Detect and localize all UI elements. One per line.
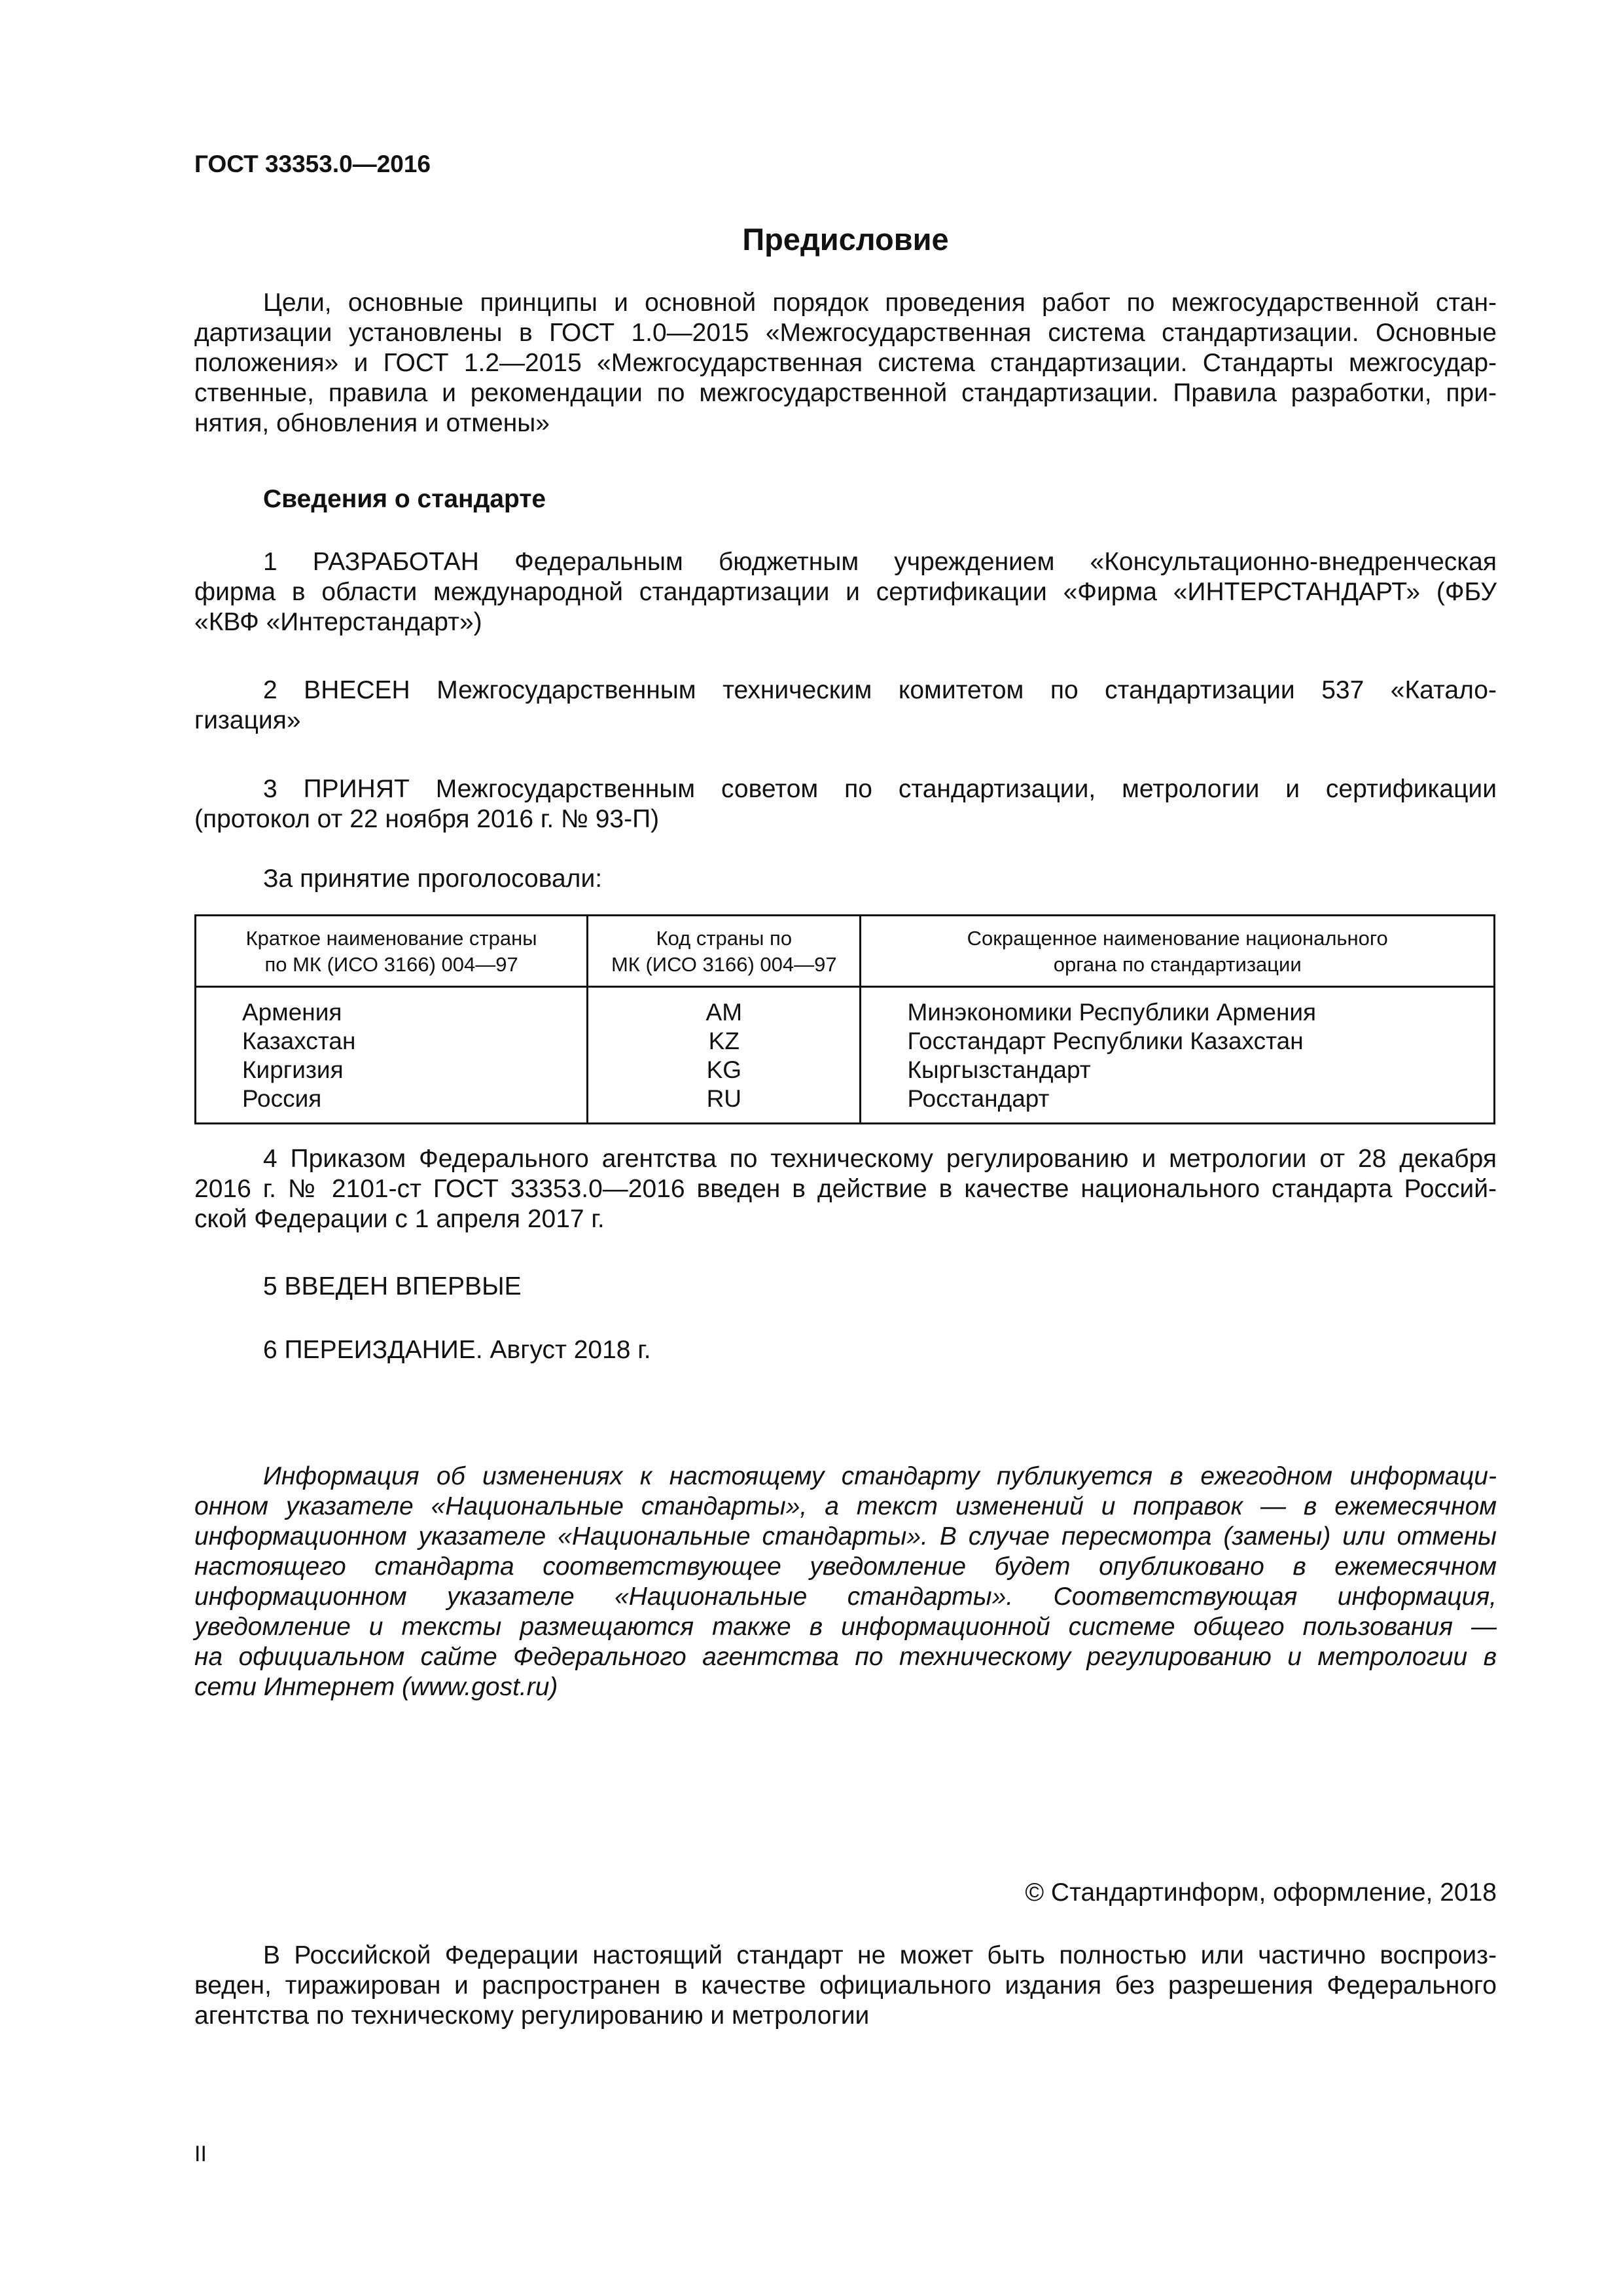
item-2-line: гизация» [194, 706, 301, 734]
notice-paragraph [194, 1462, 1497, 1702]
intro-line: положения» и ГОСТ 1.2—2015 «Межгосударственная система стандартизации. Стандарты межгосудар- [194, 349, 1497, 377]
body-cell: Минэкономики Республики Армения [861, 987, 1495, 1028]
page-title: Предисловие [742, 222, 949, 257]
item-2 [194, 675, 1497, 736]
code-cell: KG [588, 1056, 861, 1085]
header-line: Краткое наименование страны [245, 927, 537, 950]
table-row [196, 987, 1495, 1028]
info-heading: Сведения о стандарте [263, 485, 546, 513]
intro-line: нятия, обновления и отмены» [194, 409, 550, 437]
notice-line: настоящего стандарта соответствующее уведомление будет опубликовано в ежемесячном [194, 1552, 1497, 1581]
notice-line: на официальном сайте Федерального агентства по техническому регулированию и метрологии в [194, 1643, 1497, 1671]
table-header-country [196, 916, 588, 987]
item-6: 6 ПЕРЕИЗДАНИЕ. Август 2018 г. [263, 1336, 651, 1364]
item-3-line: 3 ПРИНЯТ Межгосударственным советом по стандартизации, метрологии и сертификации [263, 775, 1497, 803]
body-cell: Росстандарт [861, 1085, 1495, 1124]
intro-line: Цели, основные принципы и основной порядок проведения работ по межгосударственной стан- [263, 289, 1497, 317]
notice-line: информационном указателе «Национальные стандарты». Соответствующая информация, [194, 1583, 1497, 1611]
code-cell: AM [588, 987, 861, 1028]
header-line: Код страны по [656, 927, 793, 950]
item-1-line: «КВФ «Интерстандарт») [194, 608, 482, 636]
notice-line: уведомление и тексты размещаются также в информационной системе общего пользования — [194, 1613, 1497, 1641]
table-header-body [861, 916, 1495, 987]
code-cell: RU [588, 1085, 861, 1124]
table-row [196, 1056, 1495, 1085]
copyright-line: © Стандартинформ, оформление, 2018 [1025, 1878, 1497, 1907]
country-cell: Армения [196, 987, 588, 1028]
country-cell: Россия [196, 1085, 588, 1124]
body-cell: Госстандарт Республики Казахстан [861, 1027, 1495, 1056]
rights-paragraph [194, 1941, 1497, 2031]
item-1-line: фирма в области международной стандартизации и сертификации «Фирма «ИНТЕРСТАНДАРТ» (ФБУ [194, 578, 1497, 606]
item-3-line: (протокол от 22 ноября 2016 г. № 93-П) [194, 805, 660, 833]
table-header-code [588, 916, 861, 987]
item-4 [194, 1144, 1497, 1234]
intro-line: дартизации установлены в ГОСТ 1.0—2015 «Межгосударственная система стандартизации. Основные [194, 319, 1497, 347]
intro-line: ственные, правила и рекомендации по межгосударственной стандартизации. Правила разработки, при- [194, 379, 1497, 407]
page-number: II [194, 2142, 207, 2166]
item-1-line: 1 РАЗРАБОТАН Федеральным бюджетным учреждением «Консультационно-внедренческая [263, 548, 1497, 576]
item-4-line: 4 Приказом Федерального агентства по техническому регулированию и метрологии от 28 декабря [263, 1145, 1497, 1173]
voting-table [194, 914, 1495, 1124]
item-5: 5 ВВЕДЕН ВПЕРВЫЕ [263, 1272, 522, 1300]
header-line: органа по стандартизации [1053, 953, 1302, 976]
notice-line: онном указателе «Национальные стандарты», а текст изменений и поправок — в ежемесячном [194, 1492, 1497, 1520]
item-4-line: 2016 г. № 2101-ст ГОСТ 33353.0—2016 введен в действие в качестве национального стандарта Россий- [194, 1175, 1497, 1203]
table-row [196, 1027, 1495, 1056]
rights-line: В Российской Федерации настоящий стандарт не может быть полностью или частично воспроиз- [263, 1941, 1497, 1969]
item-1 [194, 547, 1497, 637]
rights-line: агентства по техническому регулированию и метрологии [194, 2001, 870, 2030]
code-cell: KZ [588, 1027, 861, 1056]
header-line: МК (ИСО 3166) 004—97 [611, 953, 837, 976]
intro-paragraph [194, 288, 1497, 439]
body-cell: Кыргызстандарт [861, 1056, 1495, 1085]
notice-line: сети Интернет (www.gost.ru) [194, 1673, 558, 1701]
country-cell: Киргизия [196, 1056, 588, 1085]
item-3 [194, 774, 1497, 834]
voted-label: За принятие проголосовали: [263, 865, 603, 893]
header-line: по МК (ИСО 3166) 004—97 [264, 953, 518, 976]
notice-line: информационном указателе «Национальные стандарты». В случае пересмотра (замены) или отмены [194, 1522, 1497, 1551]
table-header-row [196, 916, 1495, 987]
item-4-line: ской Федерации с 1 апреля 2017 г. [194, 1205, 605, 1233]
country-cell: Казахстан [196, 1027, 588, 1056]
header-line: Сокращенное наименование национального [967, 927, 1388, 950]
table-row [196, 1085, 1495, 1124]
rights-line: веден, тиражирован и распространен в качестве официального издания без разрешения Федерального [194, 1971, 1497, 2000]
notice-line: Информация об изменениях к настоящему стандарту публикуется в ежегодном информаци- [263, 1462, 1497, 1490]
standard-code-header: ГОСТ 33353.0—2016 [194, 151, 431, 177]
item-2-line: 2 ВНЕСЕН Межгосударственным техническим комитетом по стандартизации 537 «Катало- [263, 676, 1497, 704]
